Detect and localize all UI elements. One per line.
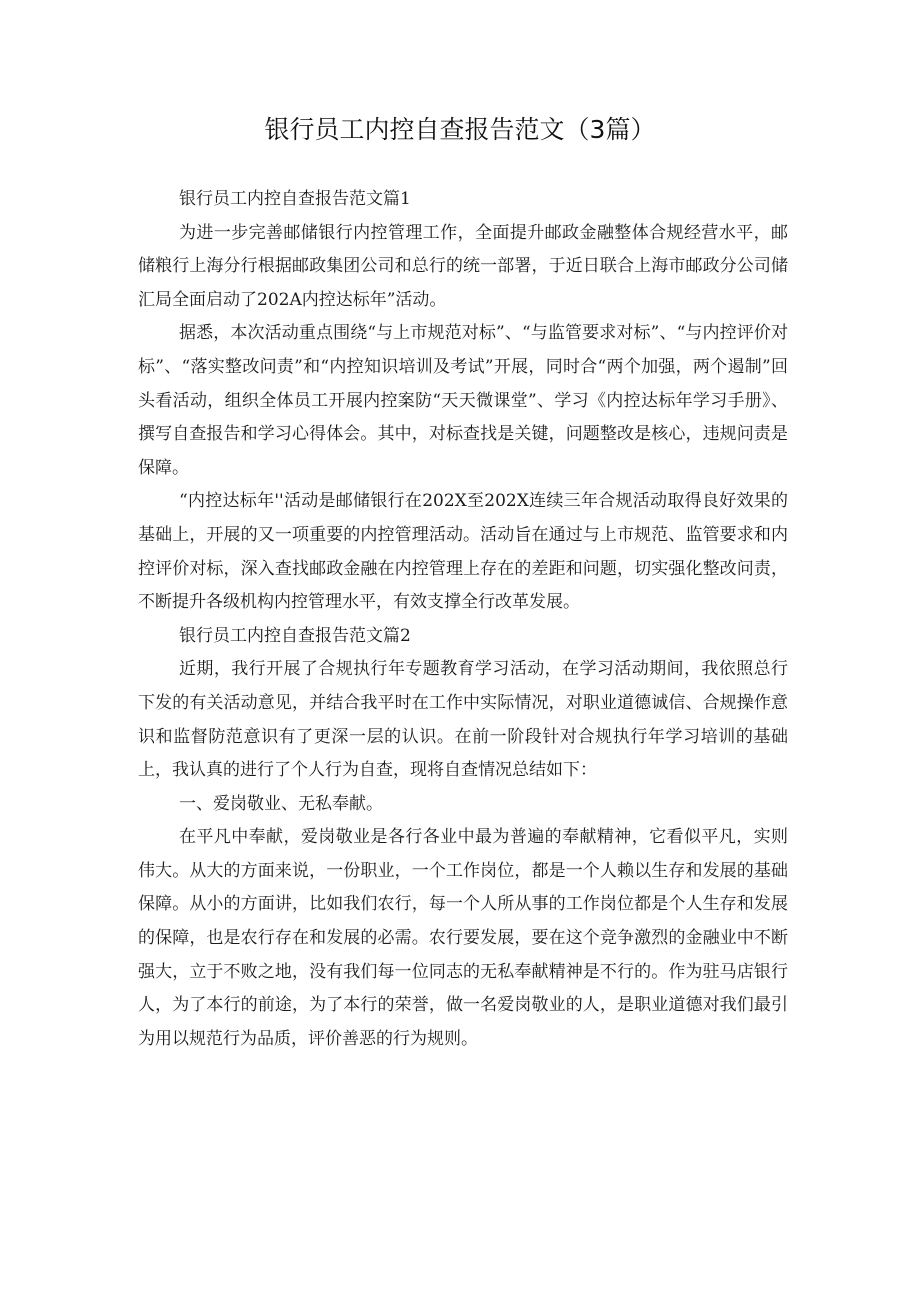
subheading: 一、爱岗敬业、无私奉献。 (179, 793, 383, 814)
paragraph: “内控达标年''活动是邮储银行在202X至202X连续三年合规活动取得良好效果的基础上，开展的又一项重要的内控管理活动。活动旨在通过与上市规范、监管要求和内控评价对标，深入查找邮政金融在内控管理上存在的差距和问题，切实强化整改问责，不断提升各级机构内控管理水平，有效支撑全行改革发展。 (138, 491, 788, 613)
section-heading-2: 银行员工内控自查报告范文篇2 (179, 625, 411, 646)
section-heading-1: 银行员工内控自查报告范文篇1 (179, 189, 411, 209)
paragraph: 近期，我行开展了合规执行年专题教育学习活动，在学习活动期间，我依照总行下发的有关活动意见，并结合我平时在工作中实际情况，对职业道德诚信、合规操作意识和监督防范意识有了更深一层的认识。在前一阶段针对合规执行年学习培训的基础上，我认真的进行了个人行为自查，现将自查情况总结如下： (138, 659, 788, 781)
document-title: 银行员工内控自查报告范文（3篇） (264, 115, 656, 144)
paragraph: 据悉，本次活动重点围绕“与上市规范对标”、“与监管要求对标”、“与内控评价对标”、“落实整改问责”和“内控知识培训及考试”开展，同时合“两个加强，两个遏制”回头看活动，组织全体员工开展内控案防“天天微课堂”、学习《内控达标年学习手册》、撰写自查报告和学习心得体会。其中，对标查找是关键，问题整改是核心，违规问责是保障。 (138, 323, 788, 478)
document-body (138, 183, 788, 1056)
paragraph: 在平凡中奉献，爱岗敬业是各行各业中最为普遍的奉献精神，它看似平凡，实则伟大。从大的方面来说，一份职业，一个工作岗位，都是一个人赖以生存和发展的基础保障。从小的方面讲，比如我们农行，每一个人所从事的工作岗位都是个人生存和发展的保障，也是农行存在和发展的必需。农行要发展，要在这个竞争激烈的金融业中不断强大，立于不败之地，没有我们每一位同志的无私奉献精神是不行的。作为驻马店银行人，为了本行的前途，为了本行的荣誉，做一名爱岗敬业的人，是职业道德对我们最引为用以规范行为品质，评价善恶的行为规则。 (138, 827, 788, 1049)
paragraph: 为进一步完善邮储银行内控管理工作，全面提升邮政金融整体合规经营水平，邮储粮行上海分行根据邮政集团公司和总行的统一部署，于近日联合上海市邮政分公司储汇局全面启动了202A内控达标年”活动。 (138, 222, 788, 310)
